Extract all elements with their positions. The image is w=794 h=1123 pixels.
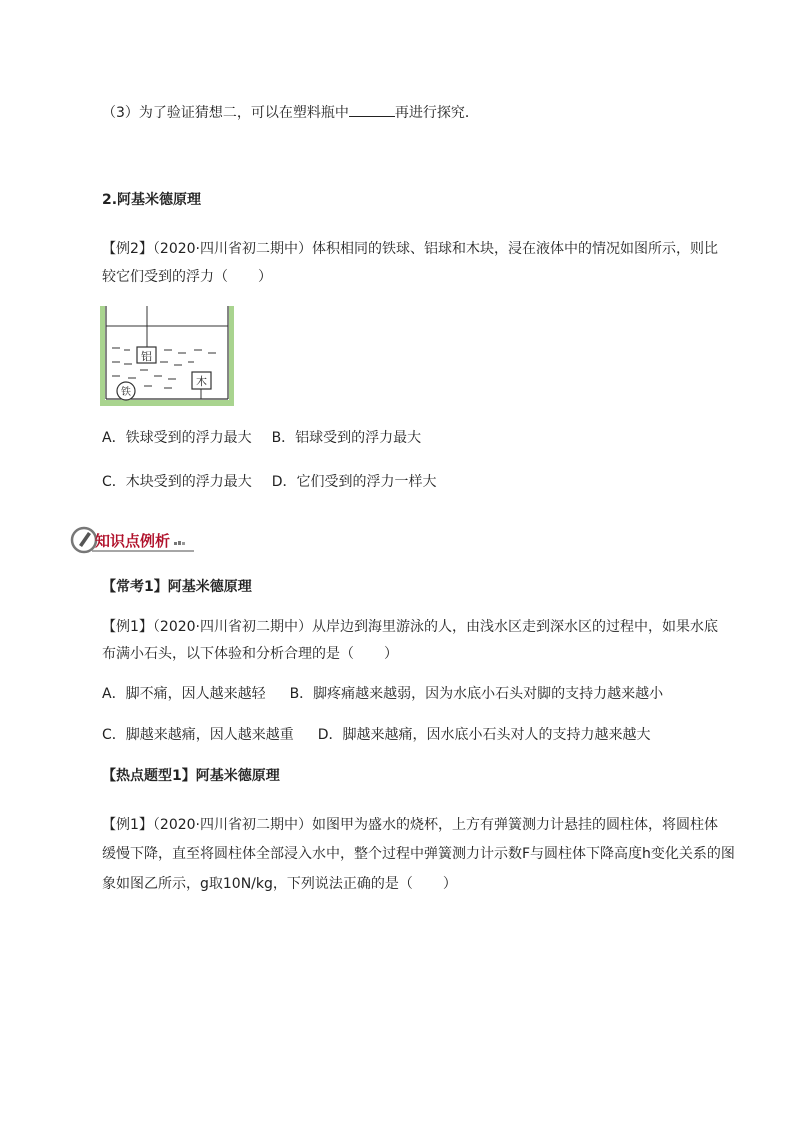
common-1-line-2 bbox=[102, 645, 398, 663]
question-3-prefix: （3）为了验证猜想二，可以在塑料瓶中 bbox=[102, 105, 349, 121]
common-1-line-2-prefix: 布满小石头，以下体验和分析合理的是（ bbox=[102, 646, 354, 662]
banner-title: 知识点例析 bbox=[95, 532, 171, 550]
knowledge-example-banner bbox=[70, 524, 198, 556]
hot-1-line-3-suffix: ） bbox=[442, 876, 457, 892]
hot-1-line-1: 【例1】（2020·四川省初二期中）如图甲为盛水的烧杯，上方有弹簧测力计悬挂的圆柱体，将圆柱体 bbox=[102, 817, 718, 833]
beaker-diagram bbox=[100, 306, 234, 406]
example-2-options-row-2 bbox=[102, 473, 437, 491]
common-1-line-2-suffix: ） bbox=[384, 646, 398, 662]
question-3-line bbox=[102, 104, 479, 122]
option-c: C．脚越来越痛，因人越来越重 bbox=[102, 727, 294, 743]
example-2-line-2-suffix: ） bbox=[258, 269, 272, 285]
question-3-suffix: 再进行探究． bbox=[394, 105, 479, 121]
option-d: D．它们受到的浮力一样大 bbox=[271, 474, 437, 490]
iron-label: 铁 bbox=[121, 387, 131, 398]
common-1-options-row-2 bbox=[102, 726, 651, 744]
example-2-line-2-prefix: 较它们受到的浮力（ bbox=[102, 269, 228, 285]
example-2-line-2 bbox=[102, 268, 272, 286]
example-2-options-row-1 bbox=[102, 429, 421, 447]
aluminum-label: 铝 bbox=[141, 350, 152, 363]
hot-1-line-3 bbox=[102, 875, 457, 893]
option-a: A．脚不痛，因人越来越轻 bbox=[102, 686, 266, 702]
option-d: D．脚越来越痛，因水底小石头对人的支持力越来越大 bbox=[317, 727, 651, 743]
option-b: B．脚疼痛越来越弱，因为水底小石头对脚的支持力越来越小 bbox=[289, 686, 664, 702]
common-1-title: 【常考1】阿基米德原理 bbox=[102, 579, 252, 595]
option-a: A．铁球受到的浮力最大 bbox=[102, 430, 252, 446]
option-b: B．铝球受到的浮力最大 bbox=[271, 430, 422, 446]
option-c: C．木块受到的浮力最大 bbox=[102, 474, 252, 490]
section-2-title: 2.阿基米德原理 bbox=[102, 192, 202, 208]
hot-1-line-2: 缓慢下降，直至将圆柱体全部浸入水中，整个过程中弹簧测力计示数F与圆柱体下降高度h变化关系的图 bbox=[102, 846, 735, 862]
example-2-line-1: 【例2】（2020·四川省初二期中）体积相同的铁球、铝球和木块，浸在液体中的情况如图所示，则比 bbox=[102, 241, 718, 257]
hot-1-line-3-prefix: 象如图乙所示，g取10N/kg，下列说法正确的是（ bbox=[102, 876, 413, 892]
common-1-options-row-1 bbox=[102, 685, 663, 703]
wood-label: 木 bbox=[196, 375, 207, 388]
hot-1-title: 【热点题型1】阿基米德原理 bbox=[102, 768, 280, 784]
common-1-line-1: 【例1】（2020·四川省初二期中）从岸边到海里游泳的人，由浅水区走到深水区的过程中，如果水底 bbox=[102, 619, 718, 635]
buoyancy-figure bbox=[100, 306, 234, 406]
answer-blank bbox=[349, 104, 395, 117]
